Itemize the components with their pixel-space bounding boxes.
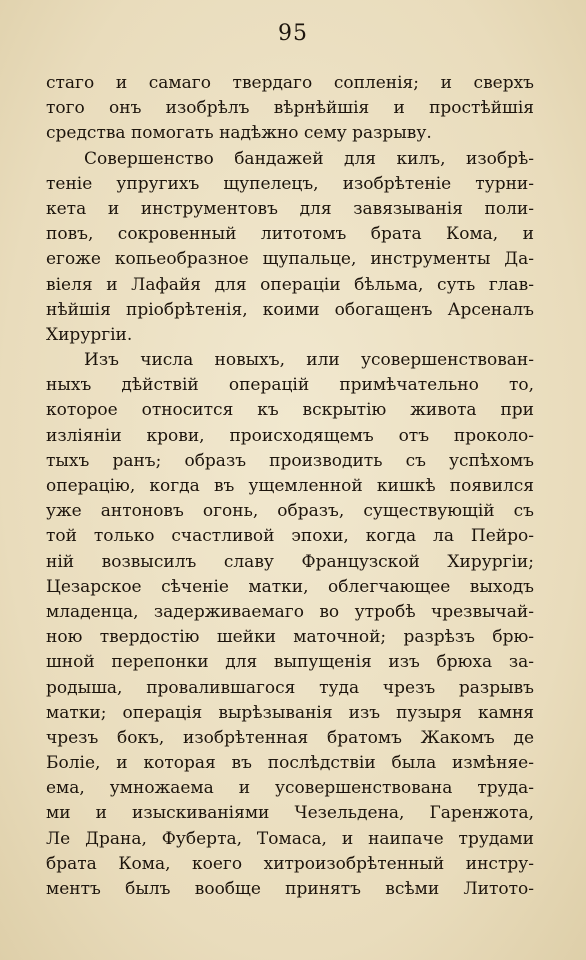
text-line: матки; операція вырѣзыванія изъ пузыря камня <box>46 702 534 723</box>
text-line: средства помогать надѣжно сему разрыву. <box>46 123 432 144</box>
text-line: тыхъ ранъ; образъ производить съ успѣхомъ <box>46 450 534 471</box>
text-line: той только счастливой эпохи, когда ла Пейро- <box>46 526 534 547</box>
text-line: егоже копьеобразное щупальце, инструменты Да- <box>46 249 534 270</box>
text-line: родыша, провалившагося туда чрезъ разрывъ <box>46 677 534 698</box>
text-line: чрезъ бокъ, изобрѣтенная братомъ Жакомъ де <box>46 727 534 748</box>
text-line: которое относится къ вскрытію живота при <box>46 400 534 421</box>
text-line: Ле Драна, Фуберта, Томаса, и наипаче трудами <box>46 828 534 849</box>
text-line: Боліе, и которая въ послѣдствіи была измѣняе- <box>46 753 534 774</box>
text-line: нѣйшія пріобрѣтенія, коими обогащенъ Арсеналъ <box>46 299 534 320</box>
text-line: Изъ числа новыхъ, или усовершенствован- <box>84 350 534 371</box>
text-line: ми и изыскиваніями Чезельдена, Гаренжота, <box>46 803 534 824</box>
body-text <box>46 71 534 902</box>
text-line: изліяніи крови, происходящемъ отъ проколо- <box>46 425 534 446</box>
text-line: шной перепонки для выпущенія изъ брюха за- <box>46 652 534 673</box>
text-line: ема, умножаема и усовершенствована труда- <box>46 778 534 799</box>
text-line: ній возвысилъ славу Французской Хирургіи; <box>46 551 534 572</box>
text-line: ныхъ дѣйствій операцій примѣчательно то, <box>46 375 534 396</box>
text-line: стаго и самаго твердаго сопленія; и сверхъ <box>46 73 534 93</box>
text-line: младенца, задерживаемаго во утробѣ чрезвычай- <box>46 601 534 622</box>
text-line: того онъ изобрѣлъ вѣрнѣйшія и простѣйшія <box>46 98 534 119</box>
text-line: Цезарское сѣченіе матки, облегчающее выходъ <box>46 576 534 597</box>
text-line: віеля и Лафайя для операціи бѣльма, суть глав- <box>46 274 534 295</box>
text-line: кета и инструментовъ для завязыванія поли- <box>46 198 534 219</box>
text-line: Хирургіи. <box>46 324 133 345</box>
text-line: уже антоновъ огонь, образъ, существующій съ <box>46 501 534 522</box>
text-line: теніе упругихъ щупелецъ, изобрѣтеніе турни- <box>46 173 534 194</box>
text-line: операцію, когда въ ущемленной кишкѣ появился <box>46 476 534 496</box>
text-line: Совершенство бандажей для килъ, изобрѣ- <box>84 148 534 169</box>
text-line: брата Кома, коего хитроизобрѣтенный инстру- <box>46 853 534 874</box>
text-line: повъ, сокровенный литотомъ брата Кома, и <box>46 224 534 245</box>
page-number: 95 <box>278 21 308 46</box>
text-line: ною твердостію шейки маточной; разрѣзъ брю- <box>46 627 534 648</box>
text-line: ментъ былъ вообще принятъ всѣми Литото- <box>46 879 534 899</box>
